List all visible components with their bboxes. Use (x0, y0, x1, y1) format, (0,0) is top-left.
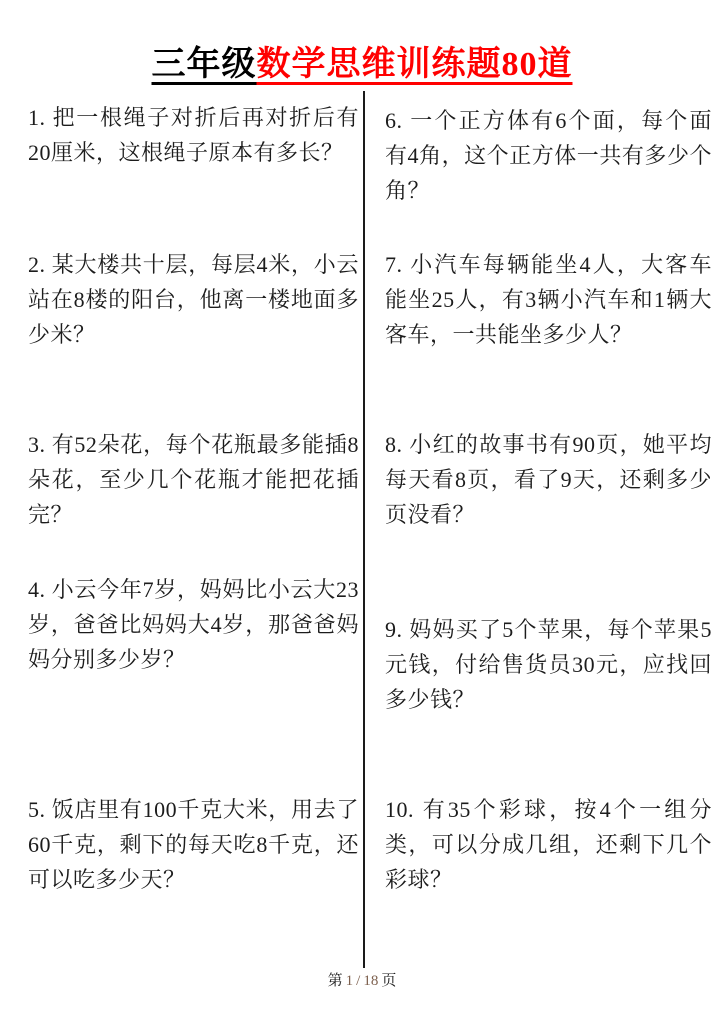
question-3: 3. 有52朵花，每个花瓶最多能插8朵花，至少几个花瓶才能把花插完？ (28, 432, 359, 527)
question-8: 8. 小红的故事书有90页，她平均每天看8页，看了9天，还剩多少页没看？ (385, 432, 712, 527)
page-title (0, 36, 724, 85)
question-10: 10. 有35个彩球，按4个一组分类，可以分成几组，还剩下几个彩球？ (385, 797, 712, 892)
title-subject-part: 数学思维训练题80道 (256, 46, 573, 83)
title-grade-part: 三年级 (151, 46, 257, 83)
column-divider-line (363, 91, 365, 968)
question-9: 9. 妈妈买了5个苹果，每个苹果5元钱，付给售货员30元，应找回多少钱？ (385, 617, 712, 712)
footer-total-pages: 18 (363, 973, 379, 989)
question-5: 5. 饭店里有100千克大米，用去了60千克，剩下的每天吃8千克，还可以吃多少天？ (28, 797, 359, 892)
question-2: 2. 某大楼共十层，每层4米，小云站在8楼的阳台，他离一楼地面多少米？ (28, 252, 359, 347)
footer-prefix: 第 (327, 973, 343, 989)
footer-separator: / (356, 973, 361, 989)
question-7: 7. 小汽车每辆能坐4人，大客车能坐25人，有3辆小汽车和1辆大客车，一共能坐多少人？ (385, 252, 712, 347)
page-footer (0, 969, 724, 990)
question-4: 4. 小云今年7岁，妈妈比小云大23岁，爸爸比妈妈大4岁，那爸爸妈妈分别多少岁？ (28, 577, 359, 672)
footer-current-page: 1 (345, 973, 354, 989)
question-1: 1. 把一根绳子对折后再对折后有20厘米，这根绳子原本有多长？ (28, 105, 359, 165)
question-6: 6. 一个正方体有6个面，每个面有4角，这个正方体一共有多少个角？ (385, 108, 712, 203)
footer-suffix: 页 (381, 973, 397, 989)
